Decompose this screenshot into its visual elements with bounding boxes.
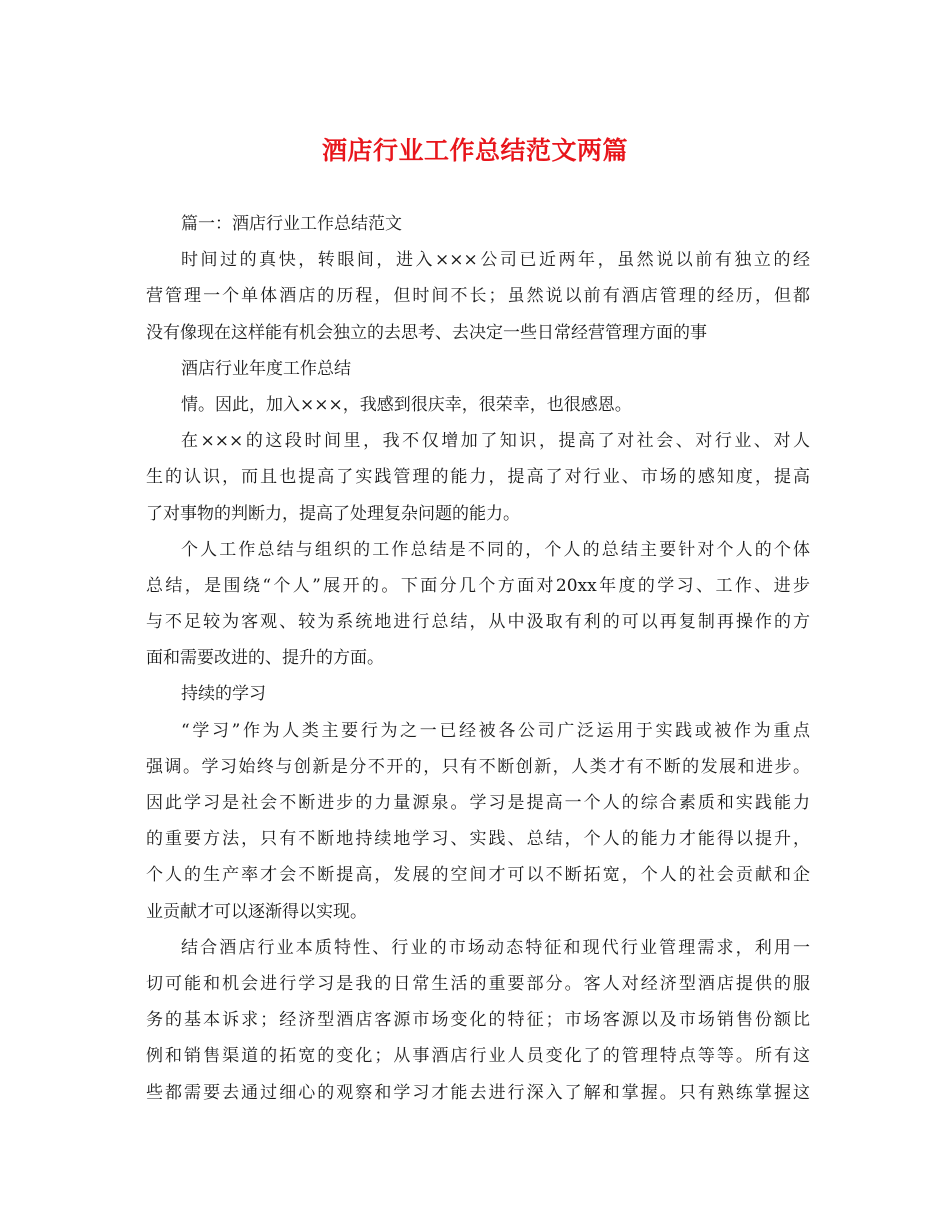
- text-line: 因此学习是社会不断进步的力量源泉。学习是提高一个人的综合素质和实践能力: [146, 793, 810, 813]
- text-line: 个人的生产率才会不断提高，发展的空间才可以不断拓宽，个人的社会贡献和企: [146, 865, 810, 886]
- text-line: 总结，是围绕“个人”展开的。下面分几个方面对20xx年度的学习、工作、进步: [146, 575, 810, 596]
- text-line: 个人工作总结与组织的工作总结是不同的，个人的总结主要针对个人的个体: [181, 539, 810, 560]
- text-line: 了对事物的判断力，提高了处理复杂问题的能力。: [146, 503, 520, 524]
- text-line: 业贡献才可以逐渐得以实现。: [146, 901, 367, 922]
- text-line: 面和需要改进的、提升的方面。: [146, 648, 384, 669]
- text-line: 时间过的真快，转眼间，进入×××公司已近两年，虽然说以前有独立的经: [181, 250, 810, 271]
- document-body: [146, 206, 810, 1111]
- text-line: 情。因此，加入×××，我感到很庆幸，很荣幸，也很感恩。: [181, 394, 632, 415]
- text-line: 持续的学习: [181, 684, 266, 705]
- text-line: 些都需要去通过细心的观察和学习才能去进行深入了解和掌握。只有熟练掌握这: [146, 1082, 810, 1103]
- text-line: 与不足较为客观、较为系统地进行总结，从中汲取有利的可以再复制再操作的方: [146, 612, 810, 633]
- text-line: 强调。学习始终与创新是分不开的，只有不断创新，人类才有不断的发展和进步。: [146, 756, 810, 777]
- text-line: 结合酒店行业本质特性、行业的市场动态特征和现代行业管理需求，利用一: [181, 937, 810, 958]
- text-line: 在×××的这段时间里，我不仅增加了知识，提高了对社会、对行业、对人: [181, 431, 810, 452]
- text-line: 营管理一个单体酒店的历程，但时间不长；虽然说以前有酒店管理的经历，但都: [146, 286, 810, 307]
- document-title: 酒店行业工作总结范文两篇: [321, 136, 628, 165]
- text-line: 务的基本诉求；经济型酒店客源市场变化的特征；市场客源以及市场销售份额比: [146, 1010, 810, 1031]
- text-line: 例和销售渠道的拓宽的变化；从事酒店行业人员变化了的管理特点等等。所有这: [146, 1046, 810, 1067]
- text-line: 酒店行业年度工作总结: [181, 358, 351, 379]
- text-line: 切可能和机会进行学习是我的日常生活的重要部分。客人对经济型酒店提供的服: [146, 973, 810, 994]
- text-line: 生的认识，而且也提高了实践管理的能力，提高了对行业、市场的感知度，提高: [146, 467, 810, 488]
- text-line: “学习”作为人类主要行为之一已经被各公司广泛运用于实践或被作为重点: [181, 720, 810, 741]
- text-line: 的重要方法，只有不断地持续地学习、实践、总结，个人的能力才能得以提升，: [146, 829, 810, 850]
- text-line: 没有像现在这样能有机会独立的去思考、去决定一些日常经营管理方面的事: [146, 322, 707, 343]
- text-line: 篇一：酒店行业工作总结范文: [181, 214, 402, 234]
